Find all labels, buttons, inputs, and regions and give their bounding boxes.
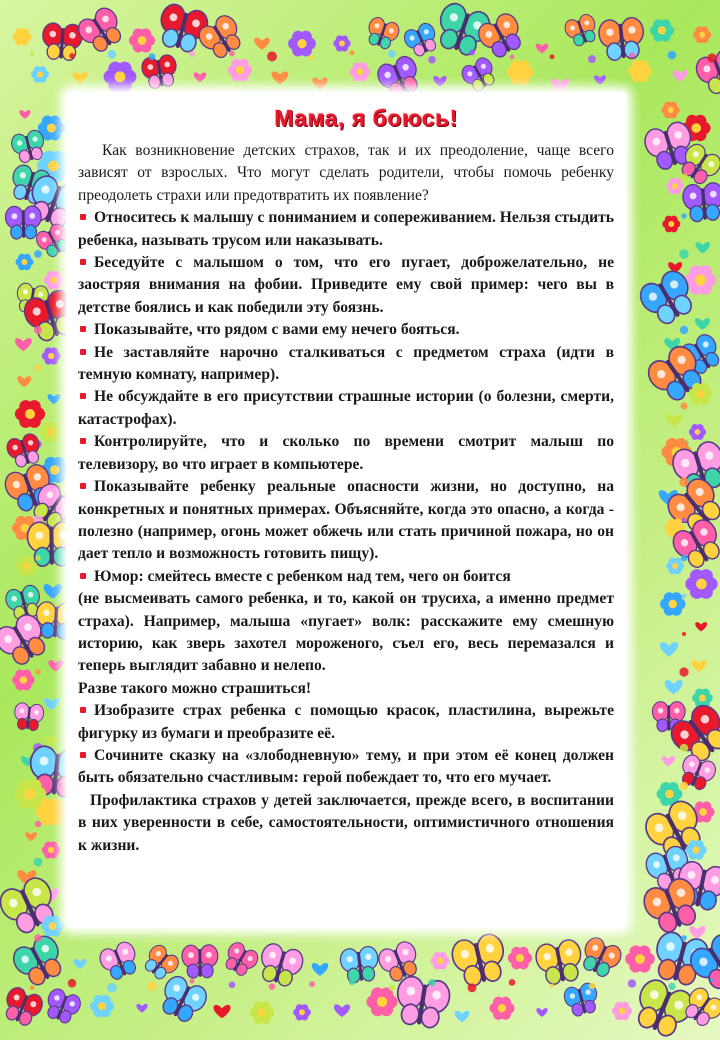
- heart-icon: [213, 1005, 230, 1018]
- heart-icon: [536, 44, 548, 54]
- flower-icon: [12, 670, 35, 691]
- bullet-icon: [80, 214, 86, 220]
- heart-icon: [194, 72, 206, 82]
- heart-icon: [662, 756, 675, 766]
- butterfly-icon: [339, 945, 380, 984]
- heart-icon: [254, 38, 269, 50]
- heart-icon: [689, 926, 705, 939]
- flower-icon: [625, 945, 655, 972]
- heart-icon: [15, 338, 32, 351]
- butterfly-icon: [13, 702, 45, 731]
- flower-icon: [293, 1004, 311, 1020]
- heart-icon: [48, 660, 63, 672]
- flower-icon: [628, 60, 652, 82]
- flower-icon: [104, 62, 137, 92]
- heart-icon: [334, 1004, 350, 1017]
- heart-icon: [17, 376, 31, 387]
- heart-icon: [695, 622, 707, 631]
- butterfly-icon: [449, 932, 509, 989]
- tip-item: Сочините сказку на «злободневную» тему, и при этом её конец должен быть обязательно счастливым: герой побеждает то, что его мучает.: [78, 746, 614, 787]
- flower-icon: [650, 19, 674, 41]
- tip-item: Контролируйте, что и сколько по времени смотрит малыш по телевизору, во что играет в компьютере.: [78, 433, 614, 473]
- butterfly-icon: [364, 15, 402, 51]
- butterfly-icon: [220, 940, 261, 980]
- bullet-icon: [80, 573, 86, 579]
- closing-paragraph: Профилактика страхов у детей заключается, прежде всего, в воспитании в них уверенности в себе, самостоятельности, оптимистичного отношения к жизни.: [78, 791, 614, 854]
- heart-icon: [695, 318, 710, 330]
- heart-icon: [136, 1004, 147, 1013]
- heart-icon: [73, 959, 86, 969]
- flower-icon: [430, 952, 449, 970]
- tip-item: Не обсуждайте в его присутствии страшные истории (о болезни, смерти, катастрофах).: [78, 388, 614, 428]
- heart-icon: [692, 660, 707, 672]
- bullet-icon: [80, 326, 86, 332]
- butterfly-icon: [393, 975, 452, 1030]
- butterfly-icon: [693, 47, 720, 98]
- flower-icon: [662, 216, 680, 233]
- butterfly-icon: [97, 939, 142, 982]
- butterfly-icon: [562, 981, 601, 1018]
- flower-icon: [31, 66, 49, 83]
- heart-icon: [660, 642, 678, 656]
- flower-icon: [350, 62, 371, 81]
- butterfly-icon: [459, 55, 500, 95]
- flower-icon: [507, 60, 533, 84]
- flower-icon: [661, 102, 679, 119]
- heart-icon: [455, 1011, 470, 1023]
- butterfly-icon: [577, 935, 624, 981]
- heart-icon: [44, 584, 63, 599]
- flower-icon: [685, 569, 717, 599]
- tip-item: Беседуйте с малышом о том, что его пугает, доброжелательно, не заостряя внимания на фобии. Приведите ему свой пример: чего вы в детстве боялись и как победили эту боязнь.: [78, 254, 614, 316]
- heart-icon: [45, 736, 58, 746]
- heart-icon: [666, 414, 683, 427]
- butterfly-icon: [140, 54, 179, 90]
- flower-icon: [660, 592, 685, 616]
- tip-item: Показывайте, что рядом с вами ему нечего бояться.: [78, 319, 614, 341]
- heart-icon: [312, 963, 329, 976]
- flower-icon: [666, 558, 684, 574]
- butterfly-icon: [5, 206, 41, 239]
- flower-icon: [42, 347, 61, 364]
- heart-icon: [48, 394, 61, 404]
- bullet-icon: [80, 393, 86, 399]
- heart-icon: [44, 698, 59, 710]
- heart-icon: [594, 75, 606, 84]
- flower-icon: [693, 26, 711, 43]
- butterfly-icon: [682, 182, 720, 223]
- butterfly-icon: [563, 12, 601, 48]
- heart-icon: [433, 76, 446, 87]
- bullet-icon: [80, 707, 86, 713]
- heart-icon: [696, 242, 710, 253]
- flower-icon: [250, 1001, 275, 1024]
- bullet-icon: [80, 349, 86, 355]
- butterfly-icon: [155, 973, 210, 1026]
- butterfly-icon: [0, 985, 45, 1029]
- flower-icon: [689, 424, 706, 440]
- flower-icon: [15, 400, 45, 428]
- butterfly-icon: [402, 21, 442, 60]
- tip-item: Показывайте ребенку реальные опасности жизни, но доступно, на конкретных и понятных примерах. Объясняйте, когда это опасно, а когда - полезно (например, огонь может обжечь или стать причиной пожара, но он дает тепло и возможность готовить пищу).: [78, 478, 614, 563]
- flower-icon: [489, 997, 514, 1020]
- flower-icon: [16, 254, 34, 271]
- flower-icon: [366, 987, 397, 1016]
- article: [78, 104, 614, 857]
- flower-icon: [42, 841, 61, 858]
- heart-icon: [312, 78, 327, 90]
- flower-icon: [288, 31, 316, 57]
- flower-icon: [685, 265, 717, 295]
- bullet-icon: [80, 752, 86, 758]
- bullet-icon: [80, 438, 86, 444]
- flower-icon: [40, 422, 61, 442]
- flower-icon: [508, 947, 533, 970]
- tip-item: Изобразите страх ребенка с помощью красок, пластилина, вырежьте фигурку из бумаги и преобразите её.: [78, 702, 614, 742]
- heart-icon: [272, 71, 289, 84]
- flower-icon: [228, 59, 252, 82]
- heart-icon: [551, 79, 569, 93]
- humor-question: Разве такого можно страшиться!: [78, 679, 312, 697]
- butterfly-icon: [74, 4, 128, 57]
- heart-icon: [25, 832, 37, 841]
- butterfly-icon: [42, 987, 83, 1027]
- heart-icon: [19, 110, 30, 119]
- humor-detail: (не высмеивать самого ребенка, и то, какой он трусиха, а именно предмет страха). Например, малыша «пугает» волк: расскажите ему смешную историю, как зверь захотел мороженого, съел его, весь перемазался и теперь выглядит забавно и нелепо.: [78, 590, 614, 675]
- flower-icon: [90, 995, 114, 1017]
- page-title: Мама, я боюсь!: [274, 105, 458, 131]
- heart-icon: [536, 1008, 547, 1017]
- flower-icon: [333, 35, 350, 51]
- butterfly-icon: [534, 938, 586, 987]
- butterfly-icon: [598, 17, 646, 62]
- bullet-icon: [80, 259, 86, 265]
- tip-item-humor: Юмор: смейтесь вместе с ребенком над тем, чего он боится: [78, 566, 614, 588]
- flower-icon: [692, 688, 713, 707]
- butterfly-icon: [255, 941, 305, 989]
- butterfly-icon: [41, 22, 83, 61]
- heart-icon: [73, 72, 88, 84]
- heart-icon: [673, 70, 688, 81]
- butterfly-icon: [5, 432, 45, 470]
- flower-icon: [13, 28, 32, 45]
- tip-item: Не заставляйте нарочно сталкиваться с предметом страха (идти в темную комнату, например).: [78, 343, 614, 384]
- flower-icon: [44, 271, 64, 290]
- butterfly-icon: [182, 945, 218, 978]
- flower-icon: [129, 28, 155, 52]
- intro-paragraph: Как возникновение детских страхов, так и их преодоление, чаще всего зависят от взрослых. Что могут сделать родители, чтобы помочь ребенку преодолеть страхи или предотвратить их появление?: [78, 142, 614, 204]
- heart-icon: [665, 680, 683, 694]
- tip-item: Относитесь к малышу с пониманием и сопереживанием. Нельзя стыдить ребенка, называть трусом или наказывать.: [78, 209, 614, 249]
- flower-icon: [612, 1002, 632, 1021]
- bullet-icon: [80, 483, 86, 489]
